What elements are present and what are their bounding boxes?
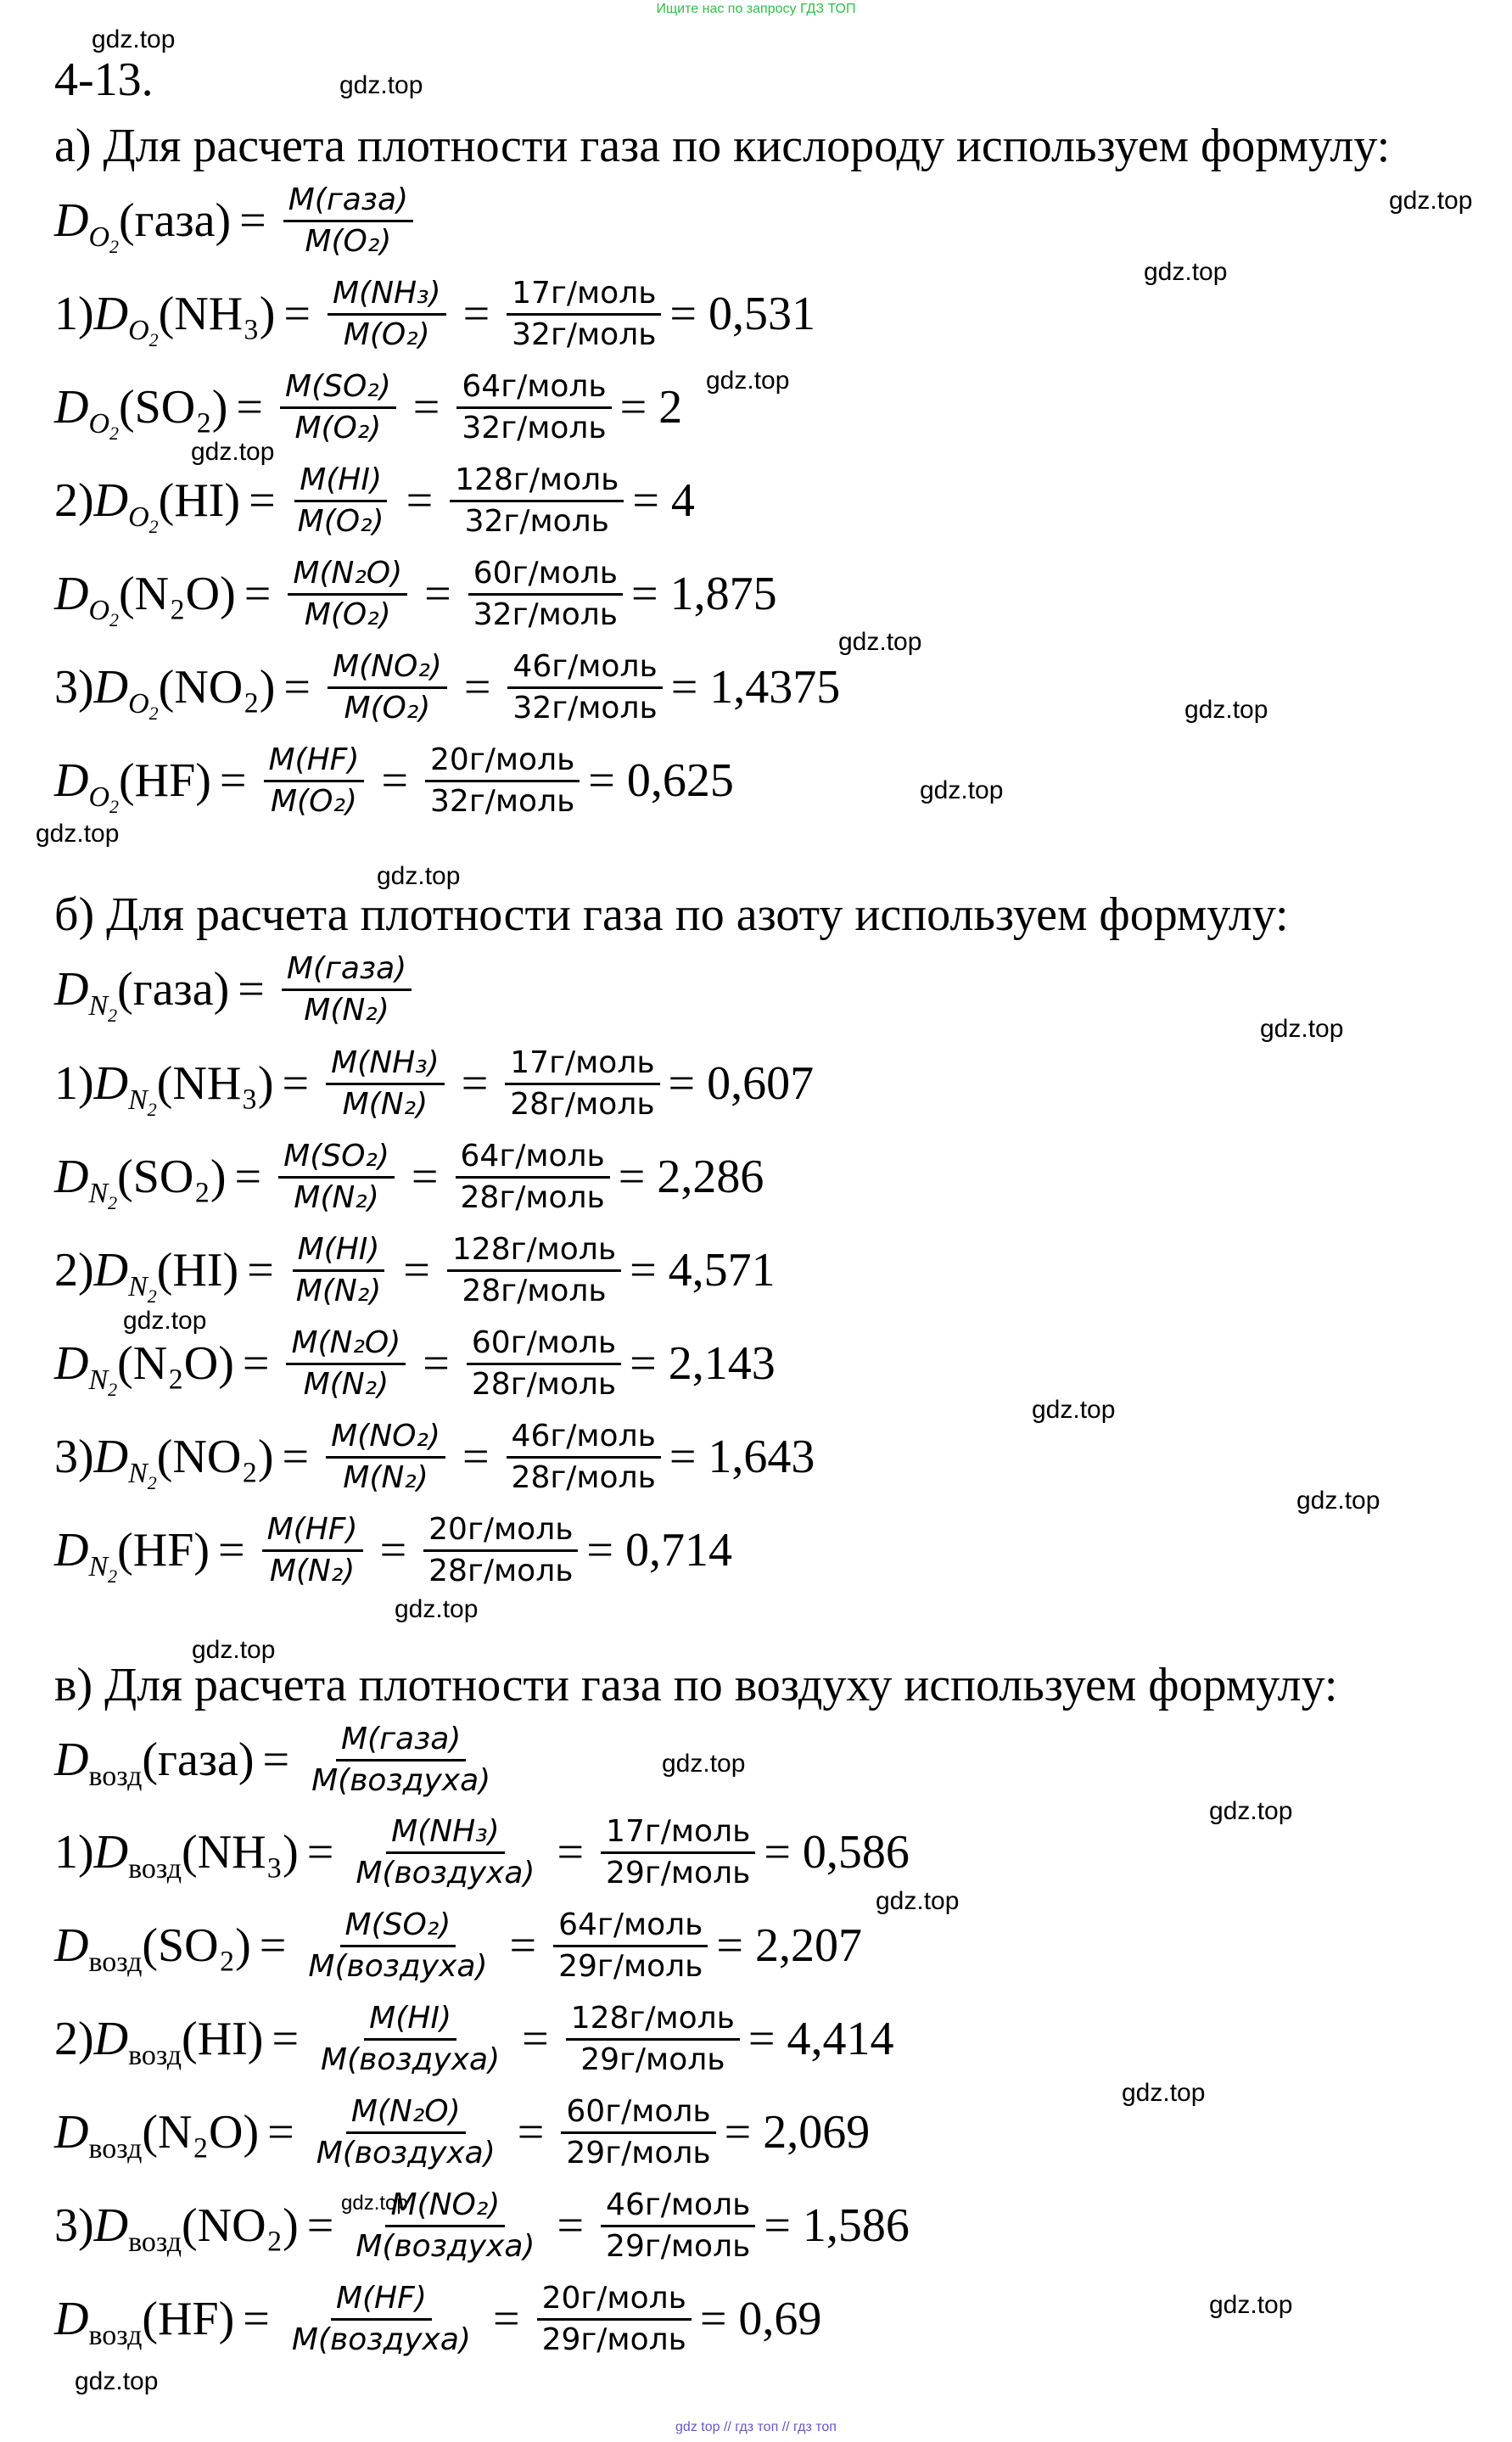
d-symbol: D bbox=[93, 1244, 129, 1297]
section-b-formula: D $N_2$ (газа) = $\frac{\text{M(газа)}}{\text{M(N₂)}}$ bbox=[54, 943, 420, 1036]
value-fraction: $\frac{\text{46г/моль}}{\text{28г/моль}}$ bbox=[507, 1417, 661, 1498]
molar-mass-fraction: $\frac{M(HI)}{\text{M(воздуха)}}$ bbox=[321, 2000, 501, 2077]
row-prefix: 3) bbox=[54, 661, 94, 714]
watermark: gdz.top bbox=[1296, 1487, 1380, 1515]
top-banner[interactable]: Ищите нас по запросу ГДЗ ТОП bbox=[656, 2, 856, 16]
calc-row: 3) D $O_2$ (NO₂) = $\frac{\text{M(NO₂)}}{\text{M(O₂)}}$ = $\frac{\text{46г/моль}}{\text{32г/моль}}$ = 1,4375 bbox=[54, 641, 840, 734]
value-fraction: $\frac{\text{64г/моль}}{\text{29г/моль}}$ bbox=[553, 1906, 708, 1986]
d-symbol: D bbox=[54, 1524, 89, 1577]
row-prefix: 2) bbox=[54, 474, 94, 527]
calc-row: D $N_2$ (SO₂) = $\frac{\text{M(SO₂)}}{\text{M(N₂)}}$ = $\frac{\text{64г/моль}}{\text{28г/моль}}$ = 2,286 bbox=[54, 1130, 764, 1224]
d-symbol: D bbox=[54, 381, 89, 434]
d-subscript: возд bbox=[88, 1946, 143, 1978]
molar-mass-fraction: $\frac{\text{M(NO₂)}}{\text{M(воздуха)}}$ bbox=[356, 2187, 535, 2264]
molar-mass-fraction: $\frac{\text{M(NH₃)}}{\text{M(N₂)}}$ bbox=[326, 1044, 445, 1124]
footer[interactable]: gdz top // гдз топ // гдз топ bbox=[675, 2420, 837, 2434]
result-value: = 0,531 bbox=[669, 288, 816, 340]
result-value: = 4,414 bbox=[748, 2013, 894, 2065]
d-subscript: возд bbox=[88, 2320, 143, 2351]
section-c-formula: D возд (газа) = $\frac{\text{M(газа)}}{\text{M(воздуха)}}$ bbox=[54, 1721, 491, 1798]
watermark: gdz.top bbox=[1184, 696, 1268, 724]
molar-mass-fraction: $\frac{M(HI)}{\text{M(N₂)}}$ bbox=[291, 1230, 387, 1311]
calc-row: D возд (SO₂) = $\frac{\text{M(SO₂)}}{\text{M(воздуха)}}$ = $\frac{\text{64г/моль}}{\text{29г/моль}}$ = 2,207 bbox=[54, 1899, 862, 1992]
watermark: gdz.top bbox=[1032, 1396, 1116, 1424]
gas-formula: (N₂O) bbox=[119, 568, 236, 620]
row-prefix: 2) bbox=[54, 1244, 94, 1297]
value-fraction: $\frac{\text{46г/моль}}{\text{29г/моль}}$ bbox=[601, 2186, 755, 2266]
d-subscript: $N_2$ bbox=[88, 1178, 118, 1213]
result-value: = 1,586 bbox=[764, 2199, 910, 2252]
result-value: = 2,143 bbox=[630, 1337, 776, 1390]
molar-mass-fraction: $\frac{\text{M(N₂O)}}{\text{M(O₂)}}$ bbox=[288, 554, 407, 635]
result-value: = 0,69 bbox=[699, 2293, 822, 2345]
section-a-heading: а) Для расчета плотности газа по кислороду используем формулу: bbox=[54, 120, 1391, 172]
value-fraction: $\frac{\text{64г/моль}}{\text{28г/моль}}$ bbox=[456, 1137, 610, 1218]
d-subscript: $N_2$ bbox=[88, 1364, 118, 1400]
value-fraction: $\frac{\text{20г/моль}}{\text{29г/моль}}$ bbox=[537, 2279, 692, 2360]
gas-formula: (NO₂) bbox=[156, 1431, 274, 1483]
watermark: gdz.top bbox=[876, 1887, 960, 1915]
value-fraction: $\frac{\text{46г/моль}}{\text{32г/моль}}$ bbox=[507, 647, 662, 728]
d-subscript: возд bbox=[128, 2040, 182, 2071]
value-fraction: $\frac{\text{60г/моль}}{\text{29г/моль}}$ bbox=[561, 2092, 715, 2173]
d-subscript: $O_2$ bbox=[128, 688, 159, 724]
calc-row: D возд (N₂O) = $\frac{\text{M(N₂O)}}{\text{M(воздуха)}}$ = $\frac{\text{60г/моль}}{\text{29г/моль}}$ = 2,069 bbox=[54, 2086, 870, 2179]
gas-formula: (N₂O) bbox=[117, 1337, 234, 1390]
molar-mass-fraction: $\frac{M(HF)}{\text{M(O₂)}}$ bbox=[264, 741, 365, 821]
watermark: gdz.top bbox=[1144, 258, 1228, 286]
d-subscript: $N_2$ bbox=[88, 1551, 118, 1587]
result-value: = 0,607 bbox=[668, 1057, 815, 1110]
watermark: gdz.top bbox=[339, 71, 423, 99]
row-prefix: 1) bbox=[54, 288, 94, 340]
watermark: gdz.top bbox=[1122, 2079, 1206, 2107]
result-value: = 4 bbox=[632, 474, 695, 527]
calc-row: 2) D $O_2$ (HI) = $\frac{M(HI)}{\text{M(O₂)}}$ = $\frac{\text{128г/моль}}{\text{32г/моль}}$ = 4 bbox=[54, 454, 695, 547]
d-subscript: возд bbox=[128, 2226, 182, 2258]
watermark: gdz.top bbox=[1209, 1797, 1293, 1825]
section-b-heading: б) Для расчета плотности газа по азоту используем формулу: bbox=[54, 888, 1289, 941]
watermark: gdz.top bbox=[1209, 2291, 1293, 2319]
molar-mass-fraction: $\frac{\text{M(NO₂)}}{\text{M(N₂)}}$ bbox=[326, 1417, 445, 1498]
result-value: = 1,4375 bbox=[670, 661, 841, 714]
value-fraction: $\frac{\text{17г/моль}}{\text{32г/моль}}$ bbox=[507, 274, 661, 355]
result-value: = 2 bbox=[619, 381, 683, 434]
watermark: gdz.top bbox=[92, 25, 176, 53]
section-c-heading: в) Для расчета плотности газа по воздуху используем формулу: bbox=[54, 1659, 1338, 1711]
molar-mass-fraction: $\frac{M(HF)}{\text{M(воздуха)}}$ bbox=[291, 2280, 471, 2357]
d-subscript: $O_2$ bbox=[128, 315, 159, 350]
result-value: = 0,586 bbox=[764, 1826, 910, 1879]
d-subscript: $O_2$ bbox=[128, 501, 159, 537]
result-value: = 2,069 bbox=[724, 2106, 871, 2159]
formula-fraction: $\frac{\text{M(газа)}}{\text{M(O₂)}}$ bbox=[283, 181, 413, 261]
molar-mass-fraction: $\frac{\text{M(NO₂)}}{\text{M(O₂)}}$ bbox=[328, 647, 447, 728]
result-value: = 0,625 bbox=[588, 754, 734, 807]
gas-formula: (NH₃) bbox=[182, 1826, 299, 1879]
watermark: gdz.top bbox=[920, 776, 1004, 804]
d-symbol: D bbox=[93, 1057, 129, 1110]
d-symbol: D bbox=[54, 2106, 89, 2159]
molar-mass-fraction: $\frac{\text{M(SO₂)}}{\text{M(N₂)}}$ bbox=[278, 1137, 395, 1218]
gas-formula: (HF) bbox=[117, 1524, 210, 1577]
watermark: gdz.top bbox=[36, 820, 120, 848]
watermark: gdz.top bbox=[395, 1595, 479, 1623]
gas-formula: (HI) bbox=[182, 2013, 264, 2065]
calc-row: D $O_2$ (SO₂) = $\frac{\text{M(SO₂)}}{\text{M(O₂)}}$ = $\frac{\text{64г/моль}}{\text{32г/моль}}$ = 2 bbox=[54, 361, 682, 454]
d-symbol: D bbox=[93, 1431, 129, 1483]
result-value: = 1,643 bbox=[669, 1431, 815, 1483]
value-fraction: $\frac{\text{128г/моль}}{\text{32г/моль}}$ bbox=[450, 461, 624, 541]
gas-formula: (NH₃) bbox=[158, 288, 276, 340]
gas-formula: (HF) bbox=[119, 754, 211, 807]
d-subscript: $N_2$ bbox=[128, 1271, 157, 1307]
row-prefix: 3) bbox=[54, 2199, 94, 2252]
watermark: gdz.top bbox=[706, 367, 790, 395]
gas-formula: (HI) bbox=[158, 474, 241, 527]
gas-formula: (SO₂) bbox=[117, 1151, 227, 1203]
gas-formula: (NH₃) bbox=[156, 1057, 274, 1110]
watermark: gdz.top bbox=[123, 1307, 207, 1335]
watermark: gdz.top bbox=[838, 628, 922, 656]
d-symbol: D bbox=[93, 2013, 129, 2065]
row-prefix: 1) bbox=[54, 1057, 94, 1110]
result-value: = 0,714 bbox=[586, 1524, 733, 1577]
d-symbol: D bbox=[93, 2199, 129, 2252]
calc-row: D $N_2$ (N₂O) = $\frac{\text{M(N₂O)}}{\text{M(N₂)}}$ = $\frac{\text{60г/моль}}{\text{28г/моль}}$ = 2,143 bbox=[54, 1317, 776, 1410]
d-symbol: D bbox=[93, 474, 129, 527]
section-a-formula: D $O_2$ (газа) = $\frac{\text{M(газа)}}{\text{M(O₂)}}$ bbox=[54, 174, 422, 267]
d-symbol: D bbox=[54, 2293, 89, 2345]
d-symbol: D bbox=[54, 568, 89, 620]
d-subscript: $O_2$ bbox=[88, 595, 120, 630]
watermark: gdz.top bbox=[662, 1750, 746, 1778]
molar-mass-fraction: $\frac{\text{M(NH₃)}}{\text{M(воздуха)}}$ bbox=[356, 1813, 535, 1890]
calc-row: 3) D $N_2$ (NO₂) = $\frac{\text{M(NO₂)}}{\text{M(N₂)}}$ = $\frac{\text{46г/моль}}{\text{28г/моль}}$ = 1,643 bbox=[54, 1410, 815, 1504]
d-symbol: D bbox=[93, 661, 129, 714]
d-subscript: $N_2$ bbox=[128, 1084, 157, 1120]
calc-row: D $N_2$ (HF) = $\frac{M(HF)}{\text{M(N₂)}}$ = $\frac{\text{20г/моль}}{\text{28г/моль}}$ = 0,714 bbox=[54, 1504, 732, 1597]
result-value: = 4,571 bbox=[630, 1244, 776, 1297]
d-subscript: $O_2$ bbox=[88, 781, 120, 817]
molar-mass-fraction: $\frac{M(HI)}{\text{M(O₂)}}$ bbox=[293, 461, 389, 541]
watermark: gdz.top bbox=[191, 438, 275, 466]
value-fraction: $\frac{\text{20г/моль}}{\text{32г/моль}}$ bbox=[425, 741, 580, 821]
watermark: gdz.top bbox=[75, 2367, 159, 2395]
d-symbol: D bbox=[54, 1151, 89, 1203]
value-fraction: $\frac{\text{60г/моль}}{\text{32г/моль}}$ bbox=[468, 554, 623, 635]
d-subscript: $N_2$ bbox=[128, 1458, 157, 1493]
d-subscript: возд bbox=[88, 2133, 143, 2165]
result-value: = 1,875 bbox=[631, 568, 777, 620]
molar-mass-fraction: $\frac{\text{M(N₂O)}}{\text{M(N₂)}}$ bbox=[286, 1324, 406, 1404]
value-fraction: $\frac{\text{60г/моль}}{\text{28г/моль}}$ bbox=[467, 1324, 621, 1404]
watermark: gdz.top bbox=[1389, 187, 1473, 215]
calc-row: 1) D $N_2$ (NH₃) = $\frac{\text{M(NH₃)}}{\text{M(N₂)}}$ = $\frac{\text{17г/моль}}{\text{28г/моль}}$ = 0,607 bbox=[54, 1037, 814, 1130]
gas-formula: (N₂O) bbox=[142, 2106, 260, 2159]
value-fraction: $\frac{\text{20г/моль}}{\text{28г/моль}}$ bbox=[423, 1510, 578, 1591]
gas-formula: (HF) bbox=[142, 2293, 235, 2345]
watermark: gdz.top bbox=[192, 1636, 276, 1664]
gas-formula: (NO₂) bbox=[158, 661, 276, 714]
result-value: = 2,207 bbox=[716, 1919, 862, 1972]
calc-row: D $O_2$ (HF) = $\frac{M(HF)}{\text{M(O₂)}}$ = $\frac{\text{20г/моль}}{\text{32г/моль}}$ = 0,625 bbox=[54, 734, 734, 827]
gas-formula: (SO₂) bbox=[119, 381, 228, 434]
calc-row: D возд (HF) = $\frac{M(HF)}{\text{M(воздуха)}}$ = $\frac{\text{20г/моль}}{\text{29г/моль}}$ = 0,69 bbox=[54, 2272, 821, 2366]
molar-mass-fraction: $\frac{\text{M(SO₂)}}{\text{M(O₂)}}$ bbox=[280, 367, 396, 448]
gas-formula: (NO₂) bbox=[182, 2199, 299, 2252]
row-prefix: 3) bbox=[54, 1431, 94, 1483]
row-prefix: 1) bbox=[54, 1826, 94, 1879]
d-symbol: D bbox=[54, 1919, 89, 1972]
molar-mass-fraction: $\frac{\text{M(SO₂)}}{\text{M(воздуха)}}$ bbox=[308, 1907, 488, 1984]
value-fraction: $\frac{\text{17г/моль}}{\text{28г/моль}}$ bbox=[505, 1044, 659, 1124]
gas-formula: (HI) bbox=[156, 1244, 239, 1297]
result-value: = 2,286 bbox=[618, 1151, 764, 1203]
watermark: gdz.top bbox=[341, 2192, 408, 2215]
molar-mass-fraction: $\frac{M(HF)}{\text{M(N₂)}}$ bbox=[262, 1510, 363, 1591]
value-fraction: $\frac{\text{64г/моль}}{\text{32г/моль}}$ bbox=[456, 367, 611, 448]
calc-row: 2) D $N_2$ (HI) = $\frac{M(HI)}{\text{M(N₂)}}$ = $\frac{\text{128г/моль}}{\text{28г/моль}}$ = 4,571 bbox=[54, 1224, 776, 1317]
d-subscript: $O_2$ bbox=[88, 408, 120, 444]
watermark: gdz.top bbox=[1260, 1015, 1344, 1043]
calc-row: D $O_2$ (N₂O) = $\frac{\text{M(N₂O)}}{\text{M(O₂)}}$ = $\frac{\text{60г/моль}}{\text{32г/моль}}$ = 1,875 bbox=[54, 547, 777, 641]
watermark: gdz.top bbox=[377, 862, 461, 890]
d-symbol: D bbox=[93, 1826, 129, 1879]
d-symbol: D bbox=[54, 194, 89, 247]
calc-row: 1) D $O_2$ (NH₃) = $\frac{\text{M(NH₃)}}{\text{M(O₂)}}$ = $\frac{\text{17г/моль}}{\text{32г/моль}}$ = 0,531 bbox=[54, 267, 815, 361]
formula-arg: (газа) bbox=[119, 194, 232, 247]
row-prefix: 2) bbox=[54, 2013, 94, 2065]
d-subscript: возд bbox=[128, 1853, 182, 1885]
d-symbol: D bbox=[54, 1337, 89, 1390]
d-subscript: $O_2$ bbox=[88, 221, 120, 257]
d-symbol: D bbox=[54, 754, 89, 807]
problem-number: 4-13. bbox=[54, 53, 154, 106]
calc-row: 3) D возд (NO₂) = $\frac{\text{M(NO₂)}}{\text{M(воздуха)}}$ = $\frac{\text{46г/моль}}{\text{29г/моль}}$ = 1,586 bbox=[54, 2179, 910, 2272]
molar-mass-fraction: $\frac{\text{M(NH₃)}}{\text{M(O₂)}}$ bbox=[328, 274, 446, 355]
value-fraction: $\frac{\text{128г/моль}}{\text{29г/моль}}$ bbox=[566, 1999, 740, 2080]
value-fraction: $\frac{\text{128г/моль}}{\text{28г/моль}}$ bbox=[447, 1230, 621, 1311]
d-symbol: D bbox=[93, 288, 129, 340]
value-fraction: $\frac{\text{17г/моль}}{\text{29г/моль}}$ bbox=[601, 1812, 755, 1893]
molar-mass-fraction: $\frac{\text{M(N₂O)}}{\text{M(воздуха)}}$ bbox=[316, 2093, 496, 2170]
gas-formula: (SO₂) bbox=[142, 1919, 251, 1972]
calc-row: 1) D возд (NH₃) = $\frac{\text{M(NH₃)}}{\text{M(воздуха)}}$ = $\frac{\text{17г/моль}}{\text{29г/моль}}$ = 0,586 bbox=[54, 1806, 910, 1899]
calc-row: 2) D возд (HI) = $\frac{M(HI)}{\text{M(воздуха)}}$ = $\frac{\text{128г/моль}}{\text{29г/моль}}$ = 4,414 bbox=[54, 1992, 894, 2086]
